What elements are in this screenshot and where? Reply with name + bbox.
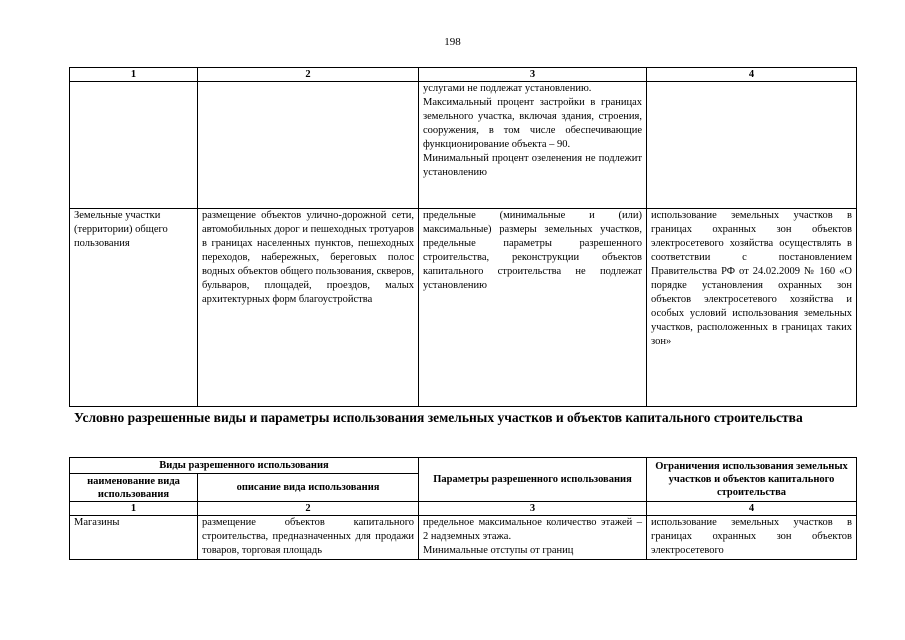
table-row — [70, 82, 857, 209]
parameters-text: Максимальный процент застройки в границах земельного участка, включая здания, строения, сооружения, в том числе обеспечивающие функционирование объекта – 90. — [423, 97, 642, 150]
parameters-text: предельное максимальное количество этажей – 2 надземных этажа. — [423, 517, 643, 542]
column-number: 4 — [647, 68, 857, 82]
table-row — [70, 209, 857, 407]
restrictions-cell: использование земельных участков в границах охранных зон объектов электросетевого хозяйства осуществлять в соответствии с постановлением Правительства РФ от 24.02.2009 № 160 «О порядке установления охранных зон объектов электросетевого хозяйства и особых условий использования земельных участков, расположенных в границах таких зон» — [647, 209, 857, 407]
column-number: 2 — [198, 68, 419, 82]
parameters-cell — [419, 516, 647, 560]
use-name-cell — [70, 82, 198, 209]
header-row — [70, 458, 857, 474]
column-numbers-row — [70, 502, 857, 516]
restrictions-cell: использование земельных участков в границах охранных зон объектов электросетевого — [647, 516, 857, 560]
column-number: 1 — [70, 68, 198, 82]
restrictions-header: Ограничения использования земельных участков и объектов капитального строительства — [647, 458, 857, 502]
column-number: 1 — [70, 502, 198, 516]
column-number: 3 — [419, 68, 647, 82]
restrictions-cell — [647, 82, 857, 209]
use-description-cell — [198, 82, 419, 209]
page-number: 198 — [444, 36, 461, 48]
table-row — [70, 516, 857, 560]
parameters-text: Минимальный процент озеленения не подлежит установлению — [423, 153, 642, 178]
parameters-cell: предельные (минимальные и (или) максимальные) размеры земельных участков, предельные параметры разрешенного строительства, реконструкции объектов капитального строительства не подлежат установлению — [419, 209, 647, 407]
use-name-cell: Земельные участки (территории) общего пользования — [70, 209, 198, 407]
permitted-use-types-header: Виды разрешенного использования — [70, 458, 419, 474]
use-description-cell: размещение объектов капитального строительства, предназначенных для продажи товаров, торговая площадь — [198, 516, 419, 560]
parameters-cell — [419, 82, 647, 209]
permitted-uses-table — [69, 67, 857, 407]
parameters-text: услугами не подлежат установлению. — [423, 83, 592, 94]
parameters-text: Минимальные отступы от границ — [423, 545, 574, 556]
column-number: 2 — [198, 502, 419, 516]
use-name-cell: Магазины — [70, 516, 198, 560]
column-number: 3 — [419, 502, 647, 516]
conditional-uses-table — [69, 457, 857, 560]
parameters-header: Параметры разрешенного использования — [419, 458, 647, 502]
column-number: 4 — [647, 502, 857, 516]
section-heading: Условно разрешенные виды и параметры использования земельных участков и объектов капитального строительства — [74, 410, 803, 425]
use-description-cell: размещение объектов улично-дорожной сети, автомобильных дорог и пешеходных тротуаров в границах населенных пунктов, пешеходных переходов, набережных, береговых полос водных объектов общего пользования, скверов, бульваров, площадей, проездов, малых архитектурных форм благоустройства — [198, 209, 419, 407]
use-name-header: наименование вида использования — [70, 474, 198, 502]
column-numbers-row — [70, 68, 857, 82]
use-description-header: описание вида использования — [198, 474, 419, 502]
